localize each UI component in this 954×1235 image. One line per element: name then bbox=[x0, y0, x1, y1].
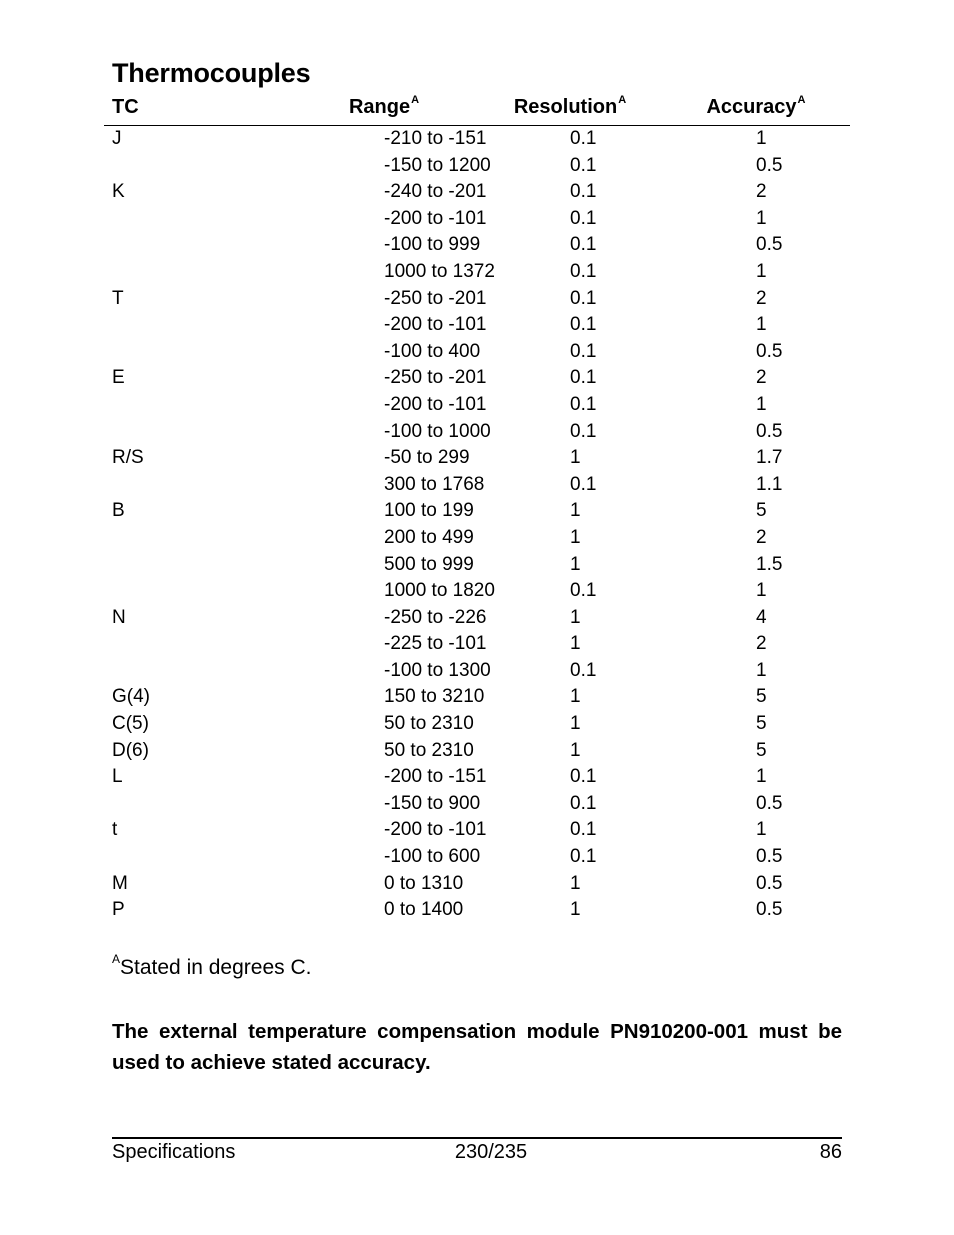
table-row: L -200 to -151 0.1 1 bbox=[112, 766, 767, 788]
table-row: J -210 to -151 0.1 1 bbox=[112, 128, 767, 149]
footnote-marker: A bbox=[112, 952, 121, 966]
table-row: 1000 to 1372 0.1 1 bbox=[384, 260, 767, 282]
cell-tc: E bbox=[112, 367, 125, 389]
table-body bbox=[104, 126, 850, 924]
table-row: E -250 to -201 0.1 2 bbox=[112, 367, 767, 389]
footer-page-number: 86 bbox=[819, 1141, 842, 1163]
cell-tc: B bbox=[112, 500, 125, 522]
table-row: 500 to 999 1 1.5 bbox=[384, 553, 783, 575]
header-tc-label: TC bbox=[112, 96, 139, 118]
table-header-row bbox=[104, 93, 850, 126]
table-row: G(4) 150 to 3210 1 5 bbox=[112, 686, 767, 708]
page-title: Thermocouples bbox=[112, 58, 311, 88]
table-row: -200 to -101 0.1 1 bbox=[384, 314, 767, 336]
table-row: -100 to 600 0.1 0.5 bbox=[384, 846, 783, 868]
table-row: 200 to 499 1 2 bbox=[384, 526, 767, 548]
cell-tc: N bbox=[112, 606, 126, 628]
table-row: 300 to 1768 0.1 1.1 bbox=[384, 473, 783, 495]
table-row: -100 to 999 0.1 0.5 bbox=[384, 234, 783, 256]
accuracy-notice: The external temperature compensation module PN910200-001 must be used to achieve stated accuracy. bbox=[112, 1020, 842, 1074]
cell-tc: G(4) bbox=[112, 686, 150, 708]
cell-tc: K bbox=[112, 181, 125, 203]
header-resolution bbox=[514, 96, 626, 119]
table-row: -225 to -101 1 2 bbox=[384, 633, 767, 655]
cell-tc: t bbox=[112, 819, 118, 841]
cell-tc: R/S bbox=[112, 447, 144, 469]
header-range-label: Range bbox=[348, 96, 411, 118]
table-row: -100 to 1000 0.1 0.5 bbox=[384, 420, 783, 442]
table-row: T -250 to -201 0.1 2 bbox=[112, 287, 767, 309]
table-row: -100 to 400 0.1 0.5 bbox=[384, 340, 783, 362]
cell-tc: M bbox=[112, 872, 128, 894]
footnote bbox=[112, 952, 312, 980]
table-row: -100 to 1300 0.1 1 bbox=[384, 659, 767, 681]
table-row: -150 to 1200 0.1 0.5 bbox=[384, 154, 783, 176]
table-row: K -240 to -201 0.1 2 bbox=[112, 181, 767, 203]
header-range bbox=[349, 96, 419, 119]
header-tc bbox=[112, 96, 139, 119]
table-row: N -250 to -226 1 4 bbox=[112, 606, 767, 628]
table-row: 1000 to 1820 0.1 1 bbox=[384, 580, 767, 602]
cell-tc: J bbox=[112, 128, 122, 149]
table-row: t -200 to -101 0.1 1 bbox=[112, 819, 767, 841]
table-row: M 0 to 1310 1 0.5 bbox=[112, 872, 783, 894]
header-resolution-note-marker: A bbox=[618, 94, 627, 107]
header-accuracy-note-marker: A bbox=[797, 94, 806, 107]
footnote-text: Stated in degrees C. bbox=[120, 956, 312, 979]
cell-tc: D(6) bbox=[112, 739, 149, 761]
table-row: -200 to -101 0.1 1 bbox=[384, 207, 767, 229]
cell-tc: T bbox=[112, 287, 124, 309]
header-accuracy-label: Accuracy bbox=[706, 96, 797, 118]
thermocouple-spec-table bbox=[104, 93, 850, 924]
footer-model: 230/235 bbox=[454, 1141, 528, 1163]
table-row: R/S -50 to 299 1 1.7 bbox=[112, 447, 783, 469]
footer-section-name: Specifications bbox=[112, 1141, 236, 1163]
table-row: -150 to 900 0.1 0.5 bbox=[384, 792, 783, 814]
header-range-note-marker: A bbox=[411, 94, 420, 107]
cell-tc: P bbox=[112, 899, 125, 921]
cell-tc: C(5) bbox=[112, 713, 149, 735]
table-row: D(6) 50 to 2310 1 5 bbox=[112, 739, 767, 761]
header-resolution-label: Resolution bbox=[513, 96, 618, 118]
table-row: B 100 to 199 1 5 bbox=[112, 500, 767, 522]
footer-divider bbox=[112, 1137, 842, 1139]
table-row: P 0 to 1400 1 0.5 bbox=[112, 899, 783, 921]
table-row: -200 to -101 0.1 1 bbox=[384, 393, 767, 415]
table-row: C(5) 50 to 2310 1 5 bbox=[112, 713, 767, 735]
cell-tc: L bbox=[112, 766, 123, 788]
header-accuracy bbox=[706, 96, 805, 119]
